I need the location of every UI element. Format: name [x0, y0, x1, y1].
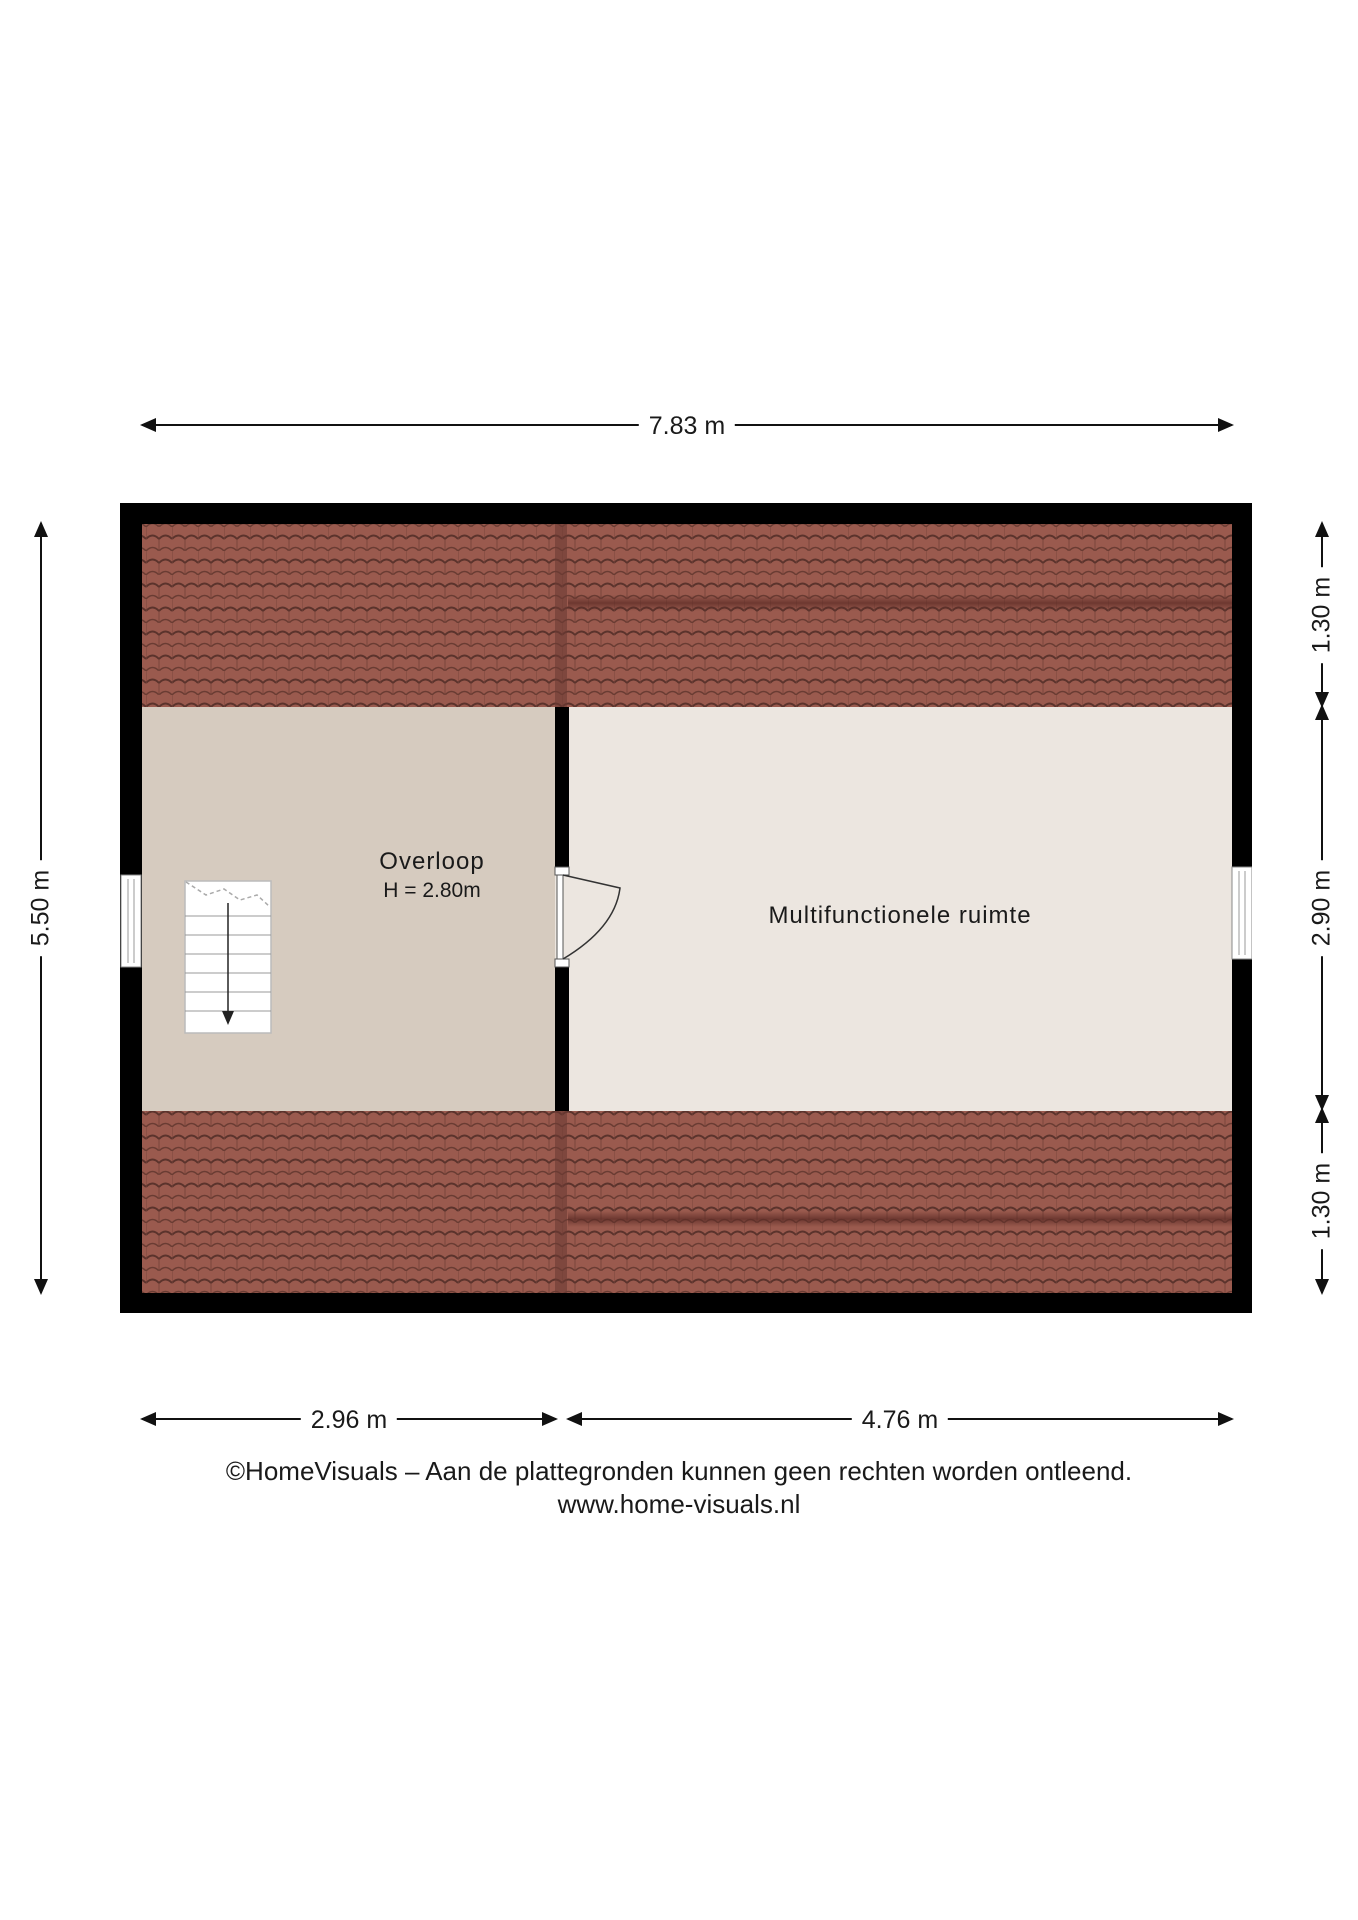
- dimension-left-total: [26, 523, 55, 1293]
- roof-bottom: [142, 1111, 1232, 1293]
- dimension-bottom-left: [142, 1406, 556, 1434]
- footer-disclaimer: ©HomeVisuals – Aan de plattegronden kunnen geen rechten worden ontleend.: [225, 1456, 1133, 1486]
- arrow-down-icon: [1315, 1279, 1329, 1295]
- arrow-left-icon: [140, 1412, 156, 1426]
- dimension-label: 5.50 m: [27, 860, 56, 956]
- door-frame-top: [555, 867, 569, 875]
- window-left: [121, 875, 141, 967]
- roof-top: [142, 524, 1232, 707]
- arrow-down-icon: [34, 1279, 48, 1295]
- dimension-label: 2.90 m: [1308, 859, 1337, 955]
- dimension-right-top: [1307, 523, 1336, 706]
- room-height-landing: H = 2.80m: [383, 879, 481, 902]
- window-right: [1232, 867, 1252, 959]
- arrow-right-icon: [542, 1412, 558, 1426]
- arrow-up-icon: [1315, 521, 1329, 537]
- dimension-bottom-right: [568, 1406, 1232, 1434]
- dimension-label: 7.83 m: [639, 412, 735, 441]
- dimension-top-total: [142, 412, 1232, 440]
- room-name-landing: Overloop: [379, 848, 485, 875]
- footer-website[interactable]: www.home-visuals.nl: [557, 1489, 801, 1519]
- arrow-left-icon: [140, 418, 156, 432]
- room-name-multi: Multifunctionele ruimte: [768, 902, 1032, 929]
- dimension-right-middle: [1307, 706, 1336, 1109]
- arrow-left-icon: [566, 1412, 582, 1426]
- arrow-right-icon: [1218, 1412, 1234, 1426]
- arrow-up-icon: [1315, 704, 1329, 720]
- dimension-label: 4.76 m: [852, 1406, 948, 1435]
- floor-plan: [120, 503, 1252, 1313]
- arrow-up-icon: [1315, 1107, 1329, 1123]
- dimension-label: 1.30 m: [1308, 566, 1337, 662]
- door-frame-bottom: [555, 959, 569, 967]
- staircase-icon: [185, 881, 271, 1033]
- roof-seam-top: [555, 524, 567, 707]
- dimension-right-bottom: [1307, 1109, 1336, 1293]
- dimension-label: 1.30 m: [1308, 1153, 1337, 1249]
- roof-ridge-bottom: [568, 1211, 1232, 1227]
- arrow-up-icon: [34, 521, 48, 537]
- arrow-right-icon: [1218, 418, 1234, 432]
- dimension-label: 2.96 m: [301, 1406, 397, 1435]
- roof-seam-bottom: [555, 1111, 567, 1293]
- roof-ridge-top: [568, 595, 1232, 611]
- door-leaf: [557, 875, 563, 959]
